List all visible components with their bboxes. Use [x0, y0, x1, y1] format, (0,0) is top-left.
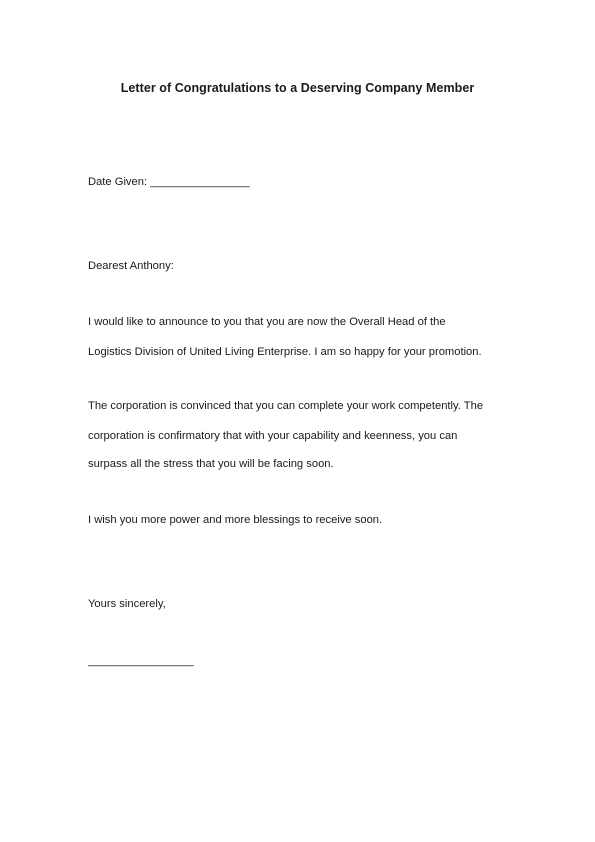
- paragraph-1-line-1: I would like to announce to you that you are now the Overall Head of the: [88, 316, 446, 328]
- paragraph-2-line-2: corporation is confirmatory that with your capability and keenness, you can: [88, 430, 458, 442]
- letter-title: Letter of Congratulations to a Deserving Company Member: [120, 81, 475, 95]
- signature-line: _________________: [88, 655, 194, 667]
- closing: Yours sincerely,: [88, 598, 166, 610]
- paragraph-2-line-1: The corporation is convinced that you can complete your work competently. The: [88, 400, 484, 412]
- salutation: Dearest Anthony:: [88, 260, 174, 272]
- paragraph-1-line-2: Logistics Division of United Living Enterprise. I am so happy for your promotion.: [88, 346, 482, 358]
- paragraph-2-line-3: surpass all the stress that you will be facing soon.: [88, 458, 334, 470]
- paragraph-3: I wish you more power and more blessings to receive soon.: [88, 514, 383, 526]
- date-given-line: Date Given: ________________: [88, 176, 250, 188]
